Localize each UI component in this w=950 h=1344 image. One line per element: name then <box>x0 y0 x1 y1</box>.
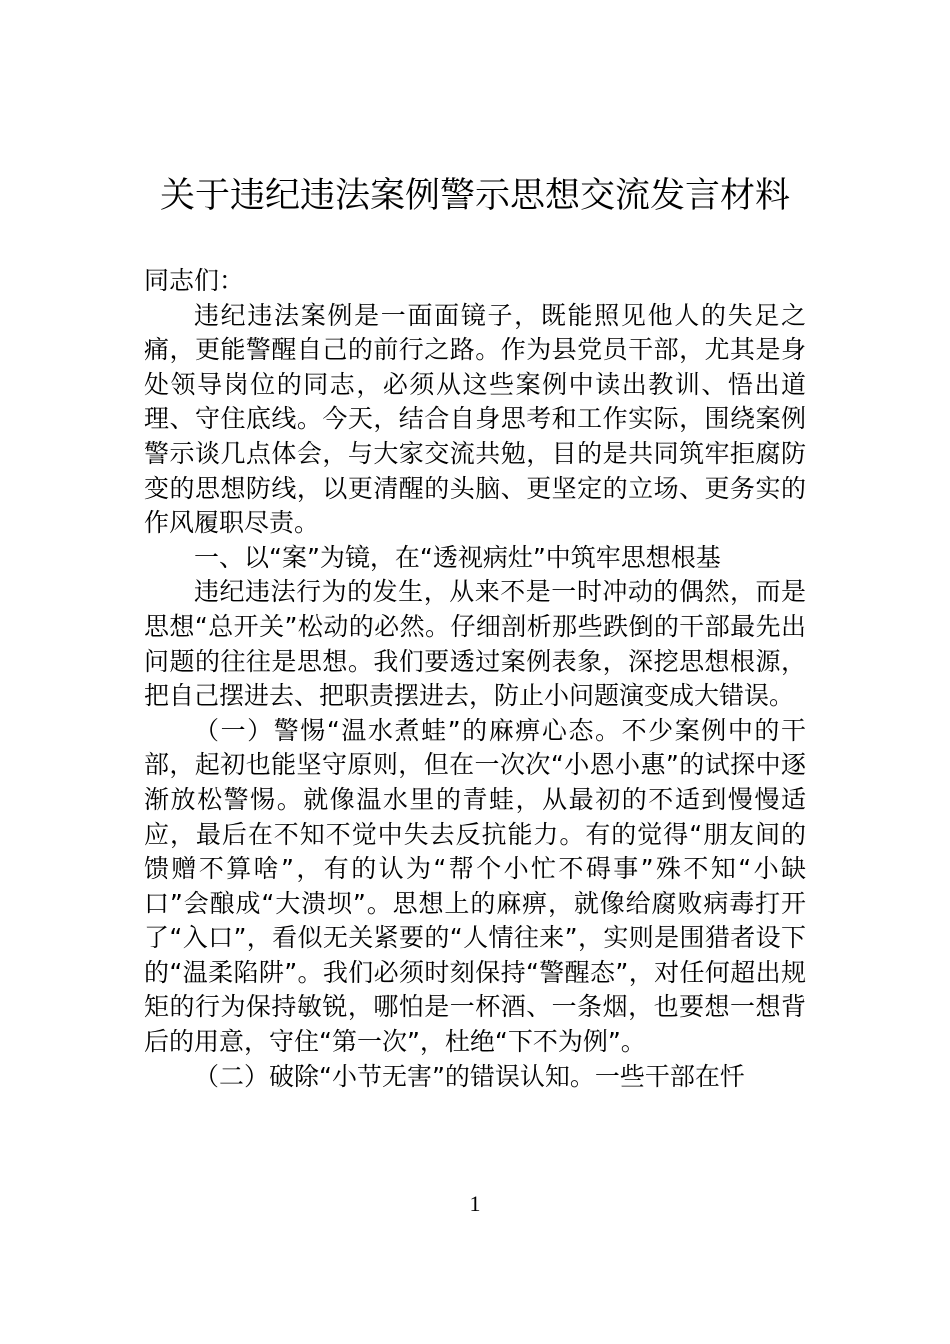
section-heading-1: 一、以“案”为镜，在“透视病灶”中筑牢思想根基 <box>194 542 721 572</box>
salutation: 同志们： <box>144 266 245 295</box>
page-number: 1 <box>469 1191 481 1216</box>
document-body <box>144 264 806 1094</box>
document-title: 关于违纪违法案例警示思想交流发言材料 <box>159 176 790 216</box>
paragraph-subsection-1: （一）警惕“温水煮蛙”的麻痹心态。不少案例中的干部，起初也能坚守原则，但在一次次“小恩小惠”的试探中逐渐放松警惕。就像温水里的青蛙，从最初的不适到慢慢适应，最后在不知不觉中失去反抗能力。有的觉得“朋友间的馈赠不算啥”，有的认为“帮个小忙不碍事”殊不知“小缺口”会酿成“大溃坝”。思想上的麻痹，就像给腐败病毒打开了“入口”，看似无关紧要的“人情往来”，实则是围猎者设下的“温柔陷阱”。我们必须时刻保持“警醒态”，对任何超出规矩的行为保持敏锐，哪怕是一杯酒、一条烟，也要想一想背后的用意，守住“第一次”，杜绝“下不为例”。 <box>144 715 806 1057</box>
paragraph-subsection-2: （二）破除“小节无害”的错误认知。一些干部在忏 <box>194 1061 745 1091</box>
paragraph-intro: 违纪违法案例是一面面镜子，既能照见他人的失足之痛，更能警醒自己的前行之路。作为县党员干部，尤其是身处领导岗位的同志，必须从这些案例中读出教训、悟出道理、守住底线。今天，结合自身思考和工作实际，围绕案例警示谈几点体会，与大家交流共勉，目的是共同筑牢拒腐防变的思想防线，以更清醒的头脑、更坚定的立场、更务实的作风履职尽责。 <box>144 300 806 538</box>
paragraph-section-1: 违纪违法行为的发生，从来不是一时冲动的偶然，而是思想“总开关”松动的必然。仔细剖析那些跌倒的干部最先出问题的往往是思想。我们要透过案例表象，深挖思想根源，把自己摆进去、把职责摆进去，防止小问题演变成大错误。 <box>144 577 806 711</box>
